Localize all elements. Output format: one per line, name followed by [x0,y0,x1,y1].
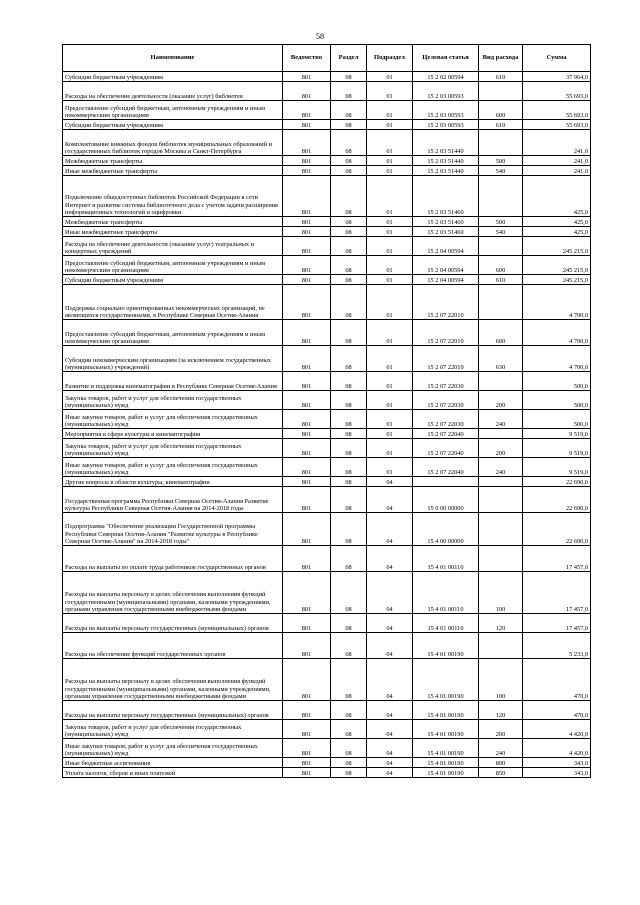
row-vedomstvo: 801 [283,275,331,285]
row-podrazdel: 04 [367,701,413,720]
table-row [63,477,591,487]
row-razdel: 08 [331,701,367,720]
row-target: 15 2 07 22040 [413,439,479,458]
row-target: 15 2 03 51440 [413,156,479,166]
row-podrazdel: 04 [367,546,413,572]
row-podrazdel: 04 [367,768,413,778]
table-header-row [63,45,591,72]
row-vedomstvo: 801 [283,320,331,346]
row-vid: 500 [479,217,523,227]
row-razdel: 08 [331,176,367,217]
header-target: Целевая статья [413,45,479,72]
row-vid [479,429,523,439]
row-vedomstvo: 801 [283,72,331,82]
row-sum: 425,0 [523,227,591,237]
row-name: Расходы на выплаты персоналу в целях обеспечения выполнения функций государственными (муниципальными) органами, казенными учреждениями, органами управления государственными внебюджетными фондами [63,659,283,701]
row-razdel: 08 [331,739,367,758]
row-vid: 200 [479,720,523,739]
row-sum: 4 420,0 [523,720,591,739]
row-name: Межбюджетные трансферты [63,156,283,166]
row-podrazdel: 01 [367,429,413,439]
row-vid: 500 [479,156,523,166]
row-name: Межбюджетные трансферты [63,217,283,227]
row-name: Иные закупки товаров, работ и услуг для обеспечения государственных (муниципальных) нужд [63,410,283,429]
row-podrazdel: 01 [367,156,413,166]
table-row [63,166,591,176]
row-target: 15 4 01 00190 [413,701,479,720]
row-vedomstvo: 801 [283,130,331,156]
row-podrazdel: 01 [367,82,413,101]
table-row [63,439,591,458]
row-sum: 9 519,0 [523,458,591,477]
row-podrazdel: 01 [367,256,413,275]
row-sum: 4 700,0 [523,285,591,320]
row-podrazdel: 04 [367,487,413,513]
row-podrazdel: 01 [367,372,413,391]
row-target: 15 2 07 22030 [413,410,479,429]
row-razdel: 08 [331,101,367,120]
row-sum: 343,0 [523,768,591,778]
row-vedomstvo: 801 [283,758,331,768]
row-podrazdel: 01 [367,101,413,120]
row-sum: 17 457,0 [523,614,591,633]
row-vedomstvo: 801 [283,410,331,429]
row-podrazdel: 01 [367,217,413,227]
row-name: Другие вопросы в области культуры, кинематографии [63,477,283,487]
row-vid [479,285,523,320]
row-sum: 17 457,0 [523,546,591,572]
table-row [63,120,591,130]
row-razdel: 08 [331,614,367,633]
row-sum: 343,0 [523,758,591,768]
row-target: 15 4 01 00110 [413,614,479,633]
row-name: Закупка товаров, работ и услуг для обеспечения государственных (муниципальных) нужд [63,391,283,410]
row-razdel: 08 [331,513,367,546]
row-vedomstvo: 801 [283,166,331,176]
table-row [63,256,591,275]
row-vid: 120 [479,701,523,720]
row-vid: 630 [479,346,523,372]
row-target: 15 2 07 22010 [413,285,479,320]
table-row [63,372,591,391]
row-name: Субсидии бюджетным учреждениям [63,120,283,130]
row-vid: 100 [479,572,523,614]
row-target: 15 2 07 22040 [413,458,479,477]
row-sum: 470,0 [523,659,591,701]
row-vedomstvo: 801 [283,101,331,120]
row-target: 15 2 07 22010 [413,320,479,346]
row-podrazdel: 01 [367,458,413,477]
row-target: 15 2 07 22030 [413,372,479,391]
row-name: Развитие и поддержка кинематографии в Республике Северная Осетия-Алания [63,372,283,391]
row-razdel: 08 [331,227,367,237]
table-row [63,275,591,285]
row-sum: 22 690,0 [523,487,591,513]
row-razdel: 08 [331,429,367,439]
row-name: Иные межбюджетные трансферты [63,166,283,176]
row-vid [479,237,523,256]
row-target: 15 4 01 00110 [413,572,479,614]
row-vedomstvo: 801 [283,768,331,778]
row-sum: 241,0 [523,156,591,166]
row-vid: 240 [479,739,523,758]
row-vid: 200 [479,439,523,458]
row-sum: 22 690,0 [523,477,591,487]
row-target: 15 2 04 00594 [413,256,479,275]
row-vid: 610 [479,72,523,82]
row-razdel: 08 [331,320,367,346]
row-podrazdel: 01 [367,346,413,372]
row-podrazdel: 04 [367,614,413,633]
row-vid: 800 [479,758,523,768]
row-podrazdel: 01 [367,410,413,429]
row-sum: 425,0 [523,217,591,227]
row-sum: 22 690,0 [523,513,591,546]
row-name: Субсидии некоммерческим организациям (за исключением государственных (муниципальных) учреждений) [63,346,283,372]
page-number: 58 [316,32,324,41]
table-row [63,458,591,477]
row-sum: 500,0 [523,391,591,410]
row-podrazdel: 01 [367,285,413,320]
table-row [63,217,591,227]
row-vid: 540 [479,166,523,176]
table-row [63,285,591,320]
table-row [63,546,591,572]
row-name: Подключение общедоступных библиотек Российской Федерации к сети Интернет и развитие системы библиотечного дела с учетом задачи расширения информационных технологий и оцифровки [63,176,283,217]
row-target: 15 2 03 51460 [413,227,479,237]
row-vedomstvo: 801 [283,659,331,701]
row-vid: 240 [479,410,523,429]
row-vid [479,176,523,217]
row-name: Иные межбюджетные трансферты [63,227,283,237]
row-target: 15 2 03 51440 [413,166,479,176]
row-podrazdel: 04 [367,659,413,701]
row-razdel: 08 [331,166,367,176]
row-vid: 240 [479,458,523,477]
header-name: Наименование [63,45,283,72]
row-razdel: 08 [331,633,367,659]
row-razdel: 08 [331,275,367,285]
row-target: 15 4 01 00110 [413,546,479,572]
row-razdel: 08 [331,217,367,227]
row-name: Расходы на выплаты персоналу государственных (муниципальных) органов [63,614,283,633]
row-name: Предоставление субсидий бюджетным, автономным учреждениям и иным некоммерческим организациям [63,256,283,275]
row-vedomstvo: 801 [283,176,331,217]
row-vid: 600 [479,320,523,346]
row-vid: 600 [479,101,523,120]
row-target: 15 2 07 22030 [413,391,479,410]
table-row [63,513,591,546]
row-target: 15 2 03 00593 [413,82,479,101]
row-vid [479,546,523,572]
budget-table [62,44,591,778]
row-podrazdel: 04 [367,720,413,739]
row-podrazdel: 01 [367,320,413,346]
row-vedomstvo: 801 [283,487,331,513]
row-podrazdel: 04 [367,739,413,758]
row-name: Расходы на обеспечение деятельности (оказание услуг) театральных и концертных учреждений [63,237,283,256]
row-vid [479,487,523,513]
row-vedomstvo: 801 [283,237,331,256]
row-vedomstvo: 801 [283,227,331,237]
row-razdel: 08 [331,758,367,768]
row-vid: 600 [479,256,523,275]
row-vid [479,130,523,156]
row-razdel: 08 [331,120,367,130]
row-vid: 120 [479,614,523,633]
row-sum: 245 215,0 [523,275,591,285]
row-name: Расходы на обеспечение деятельности (оказание услуг) библиотек [63,82,283,101]
row-razdel: 08 [331,346,367,372]
row-sum: 4 420,0 [523,739,591,758]
row-name: Предоставление субсидий бюджетным, автономным учреждениям и иным некоммерческим организациям [63,101,283,120]
row-sum: 241,0 [523,130,591,156]
row-name: Закупка товаров, работ и услуг для обеспечения государственных (муниципальных) нужд [63,439,283,458]
row-sum: 470,0 [523,701,591,720]
row-sum: 241,0 [523,166,591,176]
row-vid: 610 [479,120,523,130]
row-razdel: 08 [331,410,367,429]
row-vid [479,633,523,659]
row-sum: 500,0 [523,410,591,429]
row-vedomstvo: 801 [283,739,331,758]
row-vedomstvo: 801 [283,614,331,633]
table-row [63,487,591,513]
row-target: 15 2 03 51460 [413,176,479,217]
row-vedomstvo: 801 [283,720,331,739]
row-vedomstvo: 801 [283,120,331,130]
row-sum: 9 519,0 [523,439,591,458]
row-podrazdel: 01 [367,275,413,285]
table-row [63,429,591,439]
row-name: Расходы на выплаты персоналу в целях обеспечения выполнения функций государственными (муниципальными) органами, казенными учреждениями, органами управления государственными внебюджетными фондами [63,572,283,614]
row-vid [479,513,523,546]
row-podrazdel: 04 [367,633,413,659]
row-vid: 100 [479,659,523,701]
row-name: Расходы на обеспечение функций государственных органов [63,633,283,659]
row-target: 15 2 07 22040 [413,429,479,439]
row-vedomstvo: 801 [283,477,331,487]
table-row [63,101,591,120]
row-name: Закупка товаров, работ и услуг для обеспечения государственных (муниципальных) нужд [63,720,283,739]
row-razdel: 08 [331,659,367,701]
row-sum: 5 233,0 [523,633,591,659]
row-vedomstvo: 801 [283,391,331,410]
row-vedomstvo: 801 [283,256,331,275]
row-podrazdel: 04 [367,513,413,546]
row-razdel: 08 [331,720,367,739]
row-podrazdel: 01 [367,237,413,256]
table-row [63,176,591,217]
row-name: Иные закупки товаров, работ и услуг для обеспечения государственных (муниципальных) нужд [63,458,283,477]
row-target: 15 4 01 00190 [413,739,479,758]
row-vedomstvo: 801 [283,546,331,572]
row-name: Субсидии бюджетным учреждениям [63,72,283,82]
row-target: 15 2 03 00593 [413,120,479,130]
row-vid: 540 [479,227,523,237]
row-vid: 850 [479,768,523,778]
row-vedomstvo: 801 [283,285,331,320]
table-row [63,701,591,720]
row-razdel: 08 [331,458,367,477]
row-name: Предоставление субсидий бюджетным, автономным учреждениям и иным некоммерческим организациям [63,320,283,346]
row-vid [479,477,523,487]
row-razdel: 08 [331,372,367,391]
row-name: Расходы на выплаты персоналу государственных (муниципальных) органов [63,701,283,720]
row-podrazdel: 01 [367,227,413,237]
row-podrazdel: 04 [367,572,413,614]
table-row [63,346,591,372]
row-podrazdel: 01 [367,120,413,130]
row-razdel: 08 [331,130,367,156]
row-target: 15 4 01 00190 [413,633,479,659]
row-name: Расходы на выплаты по оплате труда работников государственных органов [63,546,283,572]
row-razdel: 08 [331,487,367,513]
row-target: 15 4 01 00190 [413,720,479,739]
header-sum: Сумма [523,45,591,72]
row-razdel: 08 [331,72,367,82]
table-row [63,82,591,101]
table-row [63,237,591,256]
row-vid: 610 [479,275,523,285]
row-target: 15 4 00 00000 [413,513,479,546]
row-vedomstvo: 801 [283,572,331,614]
row-name: Поддержка социально ориентированных некоммерческих организаций, не являющихся государственными, в Республике Северная Осетия-Алания [63,285,283,320]
header-vedomstvo: Ведомство [283,45,331,72]
row-target: 15 2 04 00594 [413,237,479,256]
row-vedomstvo: 801 [283,82,331,101]
row-name: Мероприятия в сфере культуры и кинематографии [63,429,283,439]
table-row [63,768,591,778]
row-sum: 17 457,0 [523,572,591,614]
row-vid [479,372,523,391]
row-vid: 200 [479,391,523,410]
row-sum: 500,0 [523,372,591,391]
table-row [63,758,591,768]
row-podrazdel: 01 [367,176,413,217]
row-name: Государственная программа Республики Северная Осетия-Алания Развитие культуры Республики Северная Осетия-Алания на 2014-2018 годы [63,487,283,513]
row-vedomstvo: 801 [283,439,331,458]
row-razdel: 08 [331,156,367,166]
row-vedomstvo: 801 [283,429,331,439]
row-podrazdel: 04 [367,477,413,487]
row-sum: 9 519,0 [523,429,591,439]
row-razdel: 08 [331,477,367,487]
row-target: 15 4 01 00190 [413,758,479,768]
row-target: 15 4 01 00190 [413,768,479,778]
row-target: 15 2 03 51440 [413,130,479,156]
table-row [63,410,591,429]
table-row [63,320,591,346]
row-razdel: 08 [331,237,367,256]
table-row [63,130,591,156]
row-name: Уплата налогов, сборов и иных платежей [63,768,283,778]
table-row [63,72,591,82]
row-target: 15 2 04 00594 [413,275,479,285]
row-sum: 55 693,0 [523,101,591,120]
row-name: Иные закупки товаров, работ и услуг для обеспечения государственных (муниципальных) нужд [63,739,283,758]
table-row [63,659,591,701]
row-vedomstvo: 801 [283,217,331,227]
row-sum: 425,0 [523,176,591,217]
row-name: Субсидии бюджетным учреждениям [63,275,283,285]
row-sum: 245 215,0 [523,237,591,256]
row-podrazdel: 04 [367,758,413,768]
row-target: 15 2 07 22010 [413,346,479,372]
row-name: Иные бюджетные ассигнования [63,758,283,768]
row-sum: 55 693,0 [523,120,591,130]
table-row [63,720,591,739]
row-vid [479,82,523,101]
table-row [63,739,591,758]
row-name: Подпрограмма "Обеспечение реализации Государственной программы Республики Северная Осетия-Алания "Развитие культуры в Республике Северная Осетия-Алания" на 2014-2018 годы" [63,513,283,546]
table-row [63,156,591,166]
row-podrazdel: 01 [367,391,413,410]
table-row [63,227,591,237]
row-podrazdel: 01 [367,439,413,458]
row-podrazdel: 01 [367,130,413,156]
row-vedomstvo: 801 [283,372,331,391]
header-razdel: Раздел [331,45,367,72]
row-target: 15 2 02 00594 [413,72,479,82]
row-razdel: 08 [331,82,367,101]
row-razdel: 08 [331,768,367,778]
row-vedomstvo: 801 [283,346,331,372]
row-target: 15 2 03 00593 [413,101,479,120]
row-razdel: 08 [331,256,367,275]
row-sum: 4 700,0 [523,320,591,346]
row-razdel: 08 [331,572,367,614]
row-vedomstvo: 801 [283,156,331,166]
row-podrazdel: 01 [367,166,413,176]
row-vedomstvo: 801 [283,633,331,659]
row-target: 15 2 03 51460 [413,217,479,227]
row-razdel: 08 [331,391,367,410]
table-row [63,572,591,614]
row-vedomstvo: 801 [283,701,331,720]
row-sum: 245 215,0 [523,256,591,275]
row-razdel: 08 [331,285,367,320]
row-vedomstvo: 801 [283,458,331,477]
row-name: Комплектование книжных фондов библиотек муниципальных образований и государственных библиотек городов Москвы и Санкт-Петербурга [63,130,283,156]
row-target [413,477,479,487]
table-row [63,391,591,410]
row-razdel: 08 [331,439,367,458]
row-vedomstvo: 801 [283,513,331,546]
row-sum: 37 964,0 [523,72,591,82]
row-podrazdel: 01 [367,72,413,82]
header-vid: Вид расхода [479,45,523,72]
row-target: 15 0 00 00000 [413,487,479,513]
table-row [63,614,591,633]
table-row [63,633,591,659]
row-razdel: 08 [331,546,367,572]
row-sum: 55 693,0 [523,82,591,101]
row-sum: 4 700,0 [523,346,591,372]
header-podrazdel: Подраздел [367,45,413,72]
row-target: 15 4 01 00190 [413,659,479,701]
